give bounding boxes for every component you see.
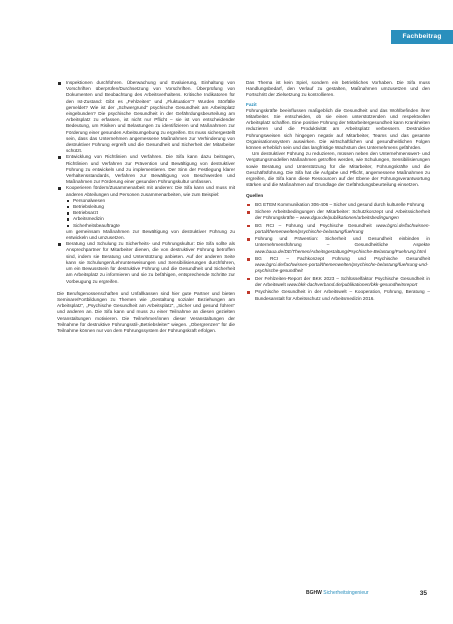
page-number: 35 bbox=[419, 590, 427, 597]
measures-list bbox=[57, 80, 235, 285]
sublist-item: Betriebsleitung bbox=[66, 204, 235, 210]
sublist-item: Personalwesen bbox=[66, 198, 235, 204]
footer-brand: BGHW bbox=[306, 590, 322, 596]
source-item: Führung und Prävention: Sicherheit und Gesundheit einbinden in Unternehmensführung – Gesundheitliche Aspekte www.baua.de/DE/Themen/Arbeitsgestaltung/Psychische-Belastung/Fuehrung.html bbox=[246, 236, 430, 255]
fazit-paragraph-1: Führungskräfte beeinflussen maßgeblich die Gesundheit und das Wohlbefinden ihrer Mitarbeiter. Sie entscheiden, ob sie einen unterstützenden und respektvollen Arbeitsplatz schaffen. Eine positive Führung der Mitarbeitergesundheit kann Krankheiten reduzieren und die Produktivität am Arbeitsplatz verbessern. Destruktive Führungsweisen sich hingegen negativ auf Mitarbeiter, Teams und das gesamte Organisationssystem auswirken. Die wirtschaftlichen und gesundheitlichen Folgen können erheblich sein und das langfristige Wachstum des Unternehmens gefährden. bbox=[246, 107, 430, 151]
sources-list bbox=[246, 202, 430, 302]
right-column bbox=[246, 80, 430, 303]
list-item: Inspektionen durchführen. Überwachung und Evaluierung, Einhaltung von Vorschriften überprüfen/Durchsetzung von Vorschriften. Überprüfung von Dokumenten und Beobachtung des Arbeitsverhaltens. Kritische Indikatoren für den Ist-Zustand: Gibt es „Fehlzeiten“ und „Fluktuation“? Wurden Störfälle gemeldet? Wie ist der „Schwergrund“ psychische Gesundheit am Arbeitsplatz eingebunden? Die psychische Gesundheit in der Gefährdungsbeurteilung am Arbeitsplatz zu erfassen, ist nicht nur Pflicht – sie ist von entscheidender Bedeutung, um Risiken und Belastungen zu identifizieren und Maßnahmen zur Förderung einer gesunden Arbeitsumgebung zu ergreifen. Es muss sichergestellt sein, dass das Unternehmen angemessene Maßnahmen zur Verhinderung von destruktiver Führung ergreift und die Gesundheit und Sicherheit der Mitarbeiter schützt. bbox=[57, 80, 235, 154]
sublist-item: Arbeitsmedizin bbox=[66, 216, 235, 222]
source-item: BG RCI – Fachkonzept Führung und Psychische Gesundheit www.bgrci.de/fachwissen-portal/themenwelten/psychische-belastung/fuehrung-und-psychische-gesundheit bbox=[246, 256, 430, 275]
intro-paragraph: Das Thema ist kein Spiel, sondern ein betriebliches Vorhaben. Die Sifa muss Handlungsbedarf, den Verlauf zu gestalten, Maßnahmen umzusetzen und den Fortschritt der Zielsetzung zu kontrollieren. bbox=[246, 80, 430, 98]
source-item: Psychische Gesundheit in der Arbeitswelt – Kooperation, Führung, Beratung – Bundesanstalt für Arbeitsschutz und Arbeitsmedizin 2016. bbox=[246, 289, 430, 301]
source-item: BG RCI – Führung und Psychische Gesundheit www.bgrci.de/fachwissen-portal/themenwelten/psychische-belastung/fuehrung bbox=[246, 223, 430, 235]
source-url[interactable]: www.bgrci.de/fachwissen-portal/themenwelten/psychische-belastung/fuehrung-und-psychische-gesundheit bbox=[255, 262, 429, 274]
footer-journal: Sicherheitsingenieur bbox=[323, 590, 369, 596]
source-url[interactable]: www.baua.de/DE/Themen/Arbeitsgestaltung/Psychische-Belastung/Fuehrung.html bbox=[255, 248, 426, 254]
left-column bbox=[57, 80, 235, 334]
source-item: BG ETEM Kommunikation 306-406 – Sicher und gesund durch kulturelle Führung bbox=[246, 202, 430, 208]
list-item-text: Kooperieren fördern/Zusammenarbeit mit anderen: Die Sifa kann und muss mit anderen Abteilungen und Personen zusammenarbeiten, wie zum Beispiel: bbox=[66, 185, 235, 197]
section-tag: Fachbeitrag bbox=[391, 30, 453, 44]
list-item bbox=[57, 185, 235, 241]
fazit-paragraph-2: Um destruktiver Führung zu reduzieren, müssen neben den Unternehmenswert- und Vergütungsmodellen Maßnahmen getroffen werden, wie Schulungen, Sensibilisierungen sowie Beratung und Unterstützung für die Mitarbeiter, Führungskräfte und die Geschäftsführung. Die Sifa hat die Aufgabe und Pflicht, angemessene Maßnahmen zu ergreifen, die Sifa kann diese Ressourcen auf der Ebene der Führungsverantwortung stärken und die Maßnahmen auf Grundlage der Gefährdungsbeurteilung einsetzen. bbox=[246, 151, 430, 188]
source-item: Der Fehlzeiten-Report der BKK 2023 – Schlüsselfaktor Psychische Gesundheit in der Arbeitswelt www.bkk-dachverband.de/publikationen/bkk-gesundheitsreport bbox=[246, 276, 430, 288]
sublist-item: Sicherheitsbeauftragte bbox=[66, 223, 235, 229]
footer bbox=[306, 590, 369, 596]
sublist-item: Betriebsarzt bbox=[66, 210, 235, 216]
source-item: Sichere Arbeitsbedingungen der Mitarbeiter: Schutzkonzept und Arbeitssicherheit der Führungskräfte – www.dguv.de/publikationen/arbeitsbedingungen bbox=[246, 209, 430, 221]
sources-heading: Quellen bbox=[246, 193, 264, 199]
source-url[interactable]: www.bgrci.de/fachwissen-portal/themenwelten/psychische-belastung/fuehrung bbox=[255, 222, 430, 234]
partner-sublist bbox=[66, 198, 235, 229]
body-paragraph: Die Berufsgenossenschaften und Unfallkassen sind hier gute Partner und bieten Seminare/Fortbildungen zu Themen wie „Gestaltung sozialer Beziehungen am Arbeitsplatz“, „Psychische Gesundheit am Arbeitsplatz“, „Sicher und gesund führen“ und anderen an. Die Sifa kann und muss zu einer Teilnahme an diesen gezielten Veranstaltungen motivieren. Die Teilnehmer/innen dieser Veranstaltungen der Teilnahme für destruktive Führungsstil-„Betriebsleiter“ wiegen. „Obergrenzen“ für die Teilnahme können nur von dem Führungssystem der Führungskraft erfolgen. bbox=[57, 290, 235, 333]
list-item: Entwicklung von Richtlinien und Verfahren. Die Sifa kann dazu beitragen, Richtlinien und Verfahren zur Prävention und Bewältigung von destruktiver Führung zu entwickeln und zu implementieren. Der Sinn der Festlegung klarer Verhaltensstandards, Verfahren zur Bewältigung von Beschwerden und Maßnahmen zur Förderung einer gesunden Führungskultur umfassen. bbox=[57, 154, 235, 185]
list-item: Beratung und Schulung zu Sicherheits- und Führungskultur: Die Sifa sollte als Ansprechpartner für Mitarbeiter dienen, die von destruktiver Führung betroffen sind, indem sie Beratung und Unterstützung anbieten. Auf der anderen Seite kann sie Schulungen/Lehrunterweisungen und Sensibilisierungen durchführen, um ein Bewusstsein für destruktive Führung und die Gesundheit und Sicherheit am Arbeitsplatz zu informieren und sie zu befähigen, entsprechende Schritte zur Vorbeugung zu ergreifen. bbox=[57, 241, 235, 284]
section-heading-fazit: Fazit bbox=[246, 101, 257, 107]
list-item-continuation: um gemeinsam Maßnahmen zur Bewältigung von destruktiver Führung zu entwickeln und umzusetzen. bbox=[66, 228, 235, 241]
source-url[interactable]: www.dguv.de/publikationen/arbeitsbedingungen bbox=[299, 215, 399, 221]
source-url[interactable]: www.bkk-dachverband.de/publikationen/bkk-gesundheitsreport bbox=[287, 282, 418, 288]
